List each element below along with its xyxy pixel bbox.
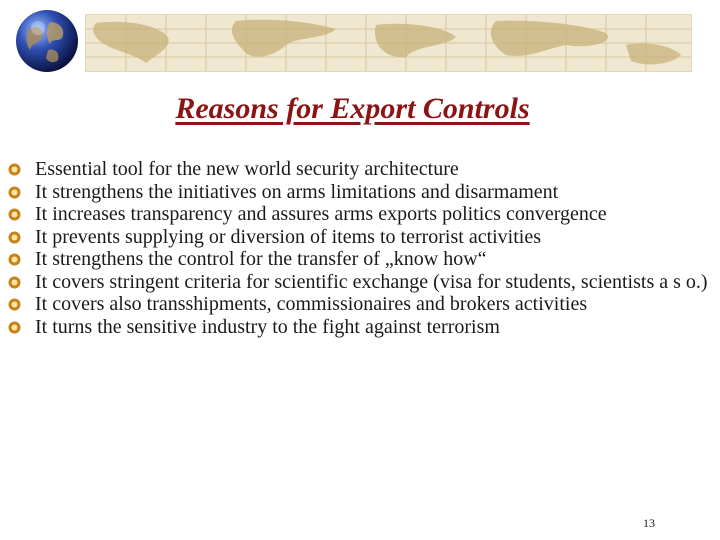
bullet-text: It strengthens the control for the transfer of „know how“: [35, 248, 487, 270]
list-item: [8, 271, 713, 294]
list-item: [8, 203, 713, 226]
sun-bullet-icon: [8, 253, 21, 266]
sun-bullet-icon: [8, 321, 21, 334]
page-number: 13: [643, 516, 655, 530]
list-item: [8, 293, 713, 316]
world-map-banner: [85, 14, 692, 72]
list-item: [8, 158, 713, 181]
globe-icon: [14, 8, 80, 74]
sun-bullet-icon: [8, 231, 21, 244]
bullet-text: It prevents supplying or diversion of items to terrorist activities: [35, 225, 542, 248]
sun-bullet-icon: [8, 276, 21, 289]
list-item: [8, 226, 713, 249]
slide-title: Reasons for Export Controls: [175, 92, 530, 125]
bullet-list: [8, 158, 713, 338]
list-item: [8, 316, 713, 339]
sun-bullet-icon: [8, 163, 21, 176]
list-item: [8, 248, 713, 271]
sun-bullet-icon: [8, 186, 21, 199]
bullet-text: It increases transparency and assures arms exports politics convergence: [35, 203, 607, 225]
bullet-text: It covers stringent criteria for scientific exchange (visa for students, scientists a s o.): [35, 270, 708, 293]
bullet-text: It turns the sensitive industry to the fight against terrorism: [35, 315, 500, 338]
bullet-text: It covers also transshipments, commissionaires and brokers activities: [35, 293, 588, 315]
sun-bullet-icon: [8, 208, 21, 221]
list-item: [8, 181, 713, 204]
sun-bullet-icon: [8, 298, 21, 311]
bullet-text: Essential tool for the new world security architecture: [35, 158, 459, 180]
bullet-text: It strengthens the initiatives on arms limitations and disarmament: [35, 180, 559, 203]
